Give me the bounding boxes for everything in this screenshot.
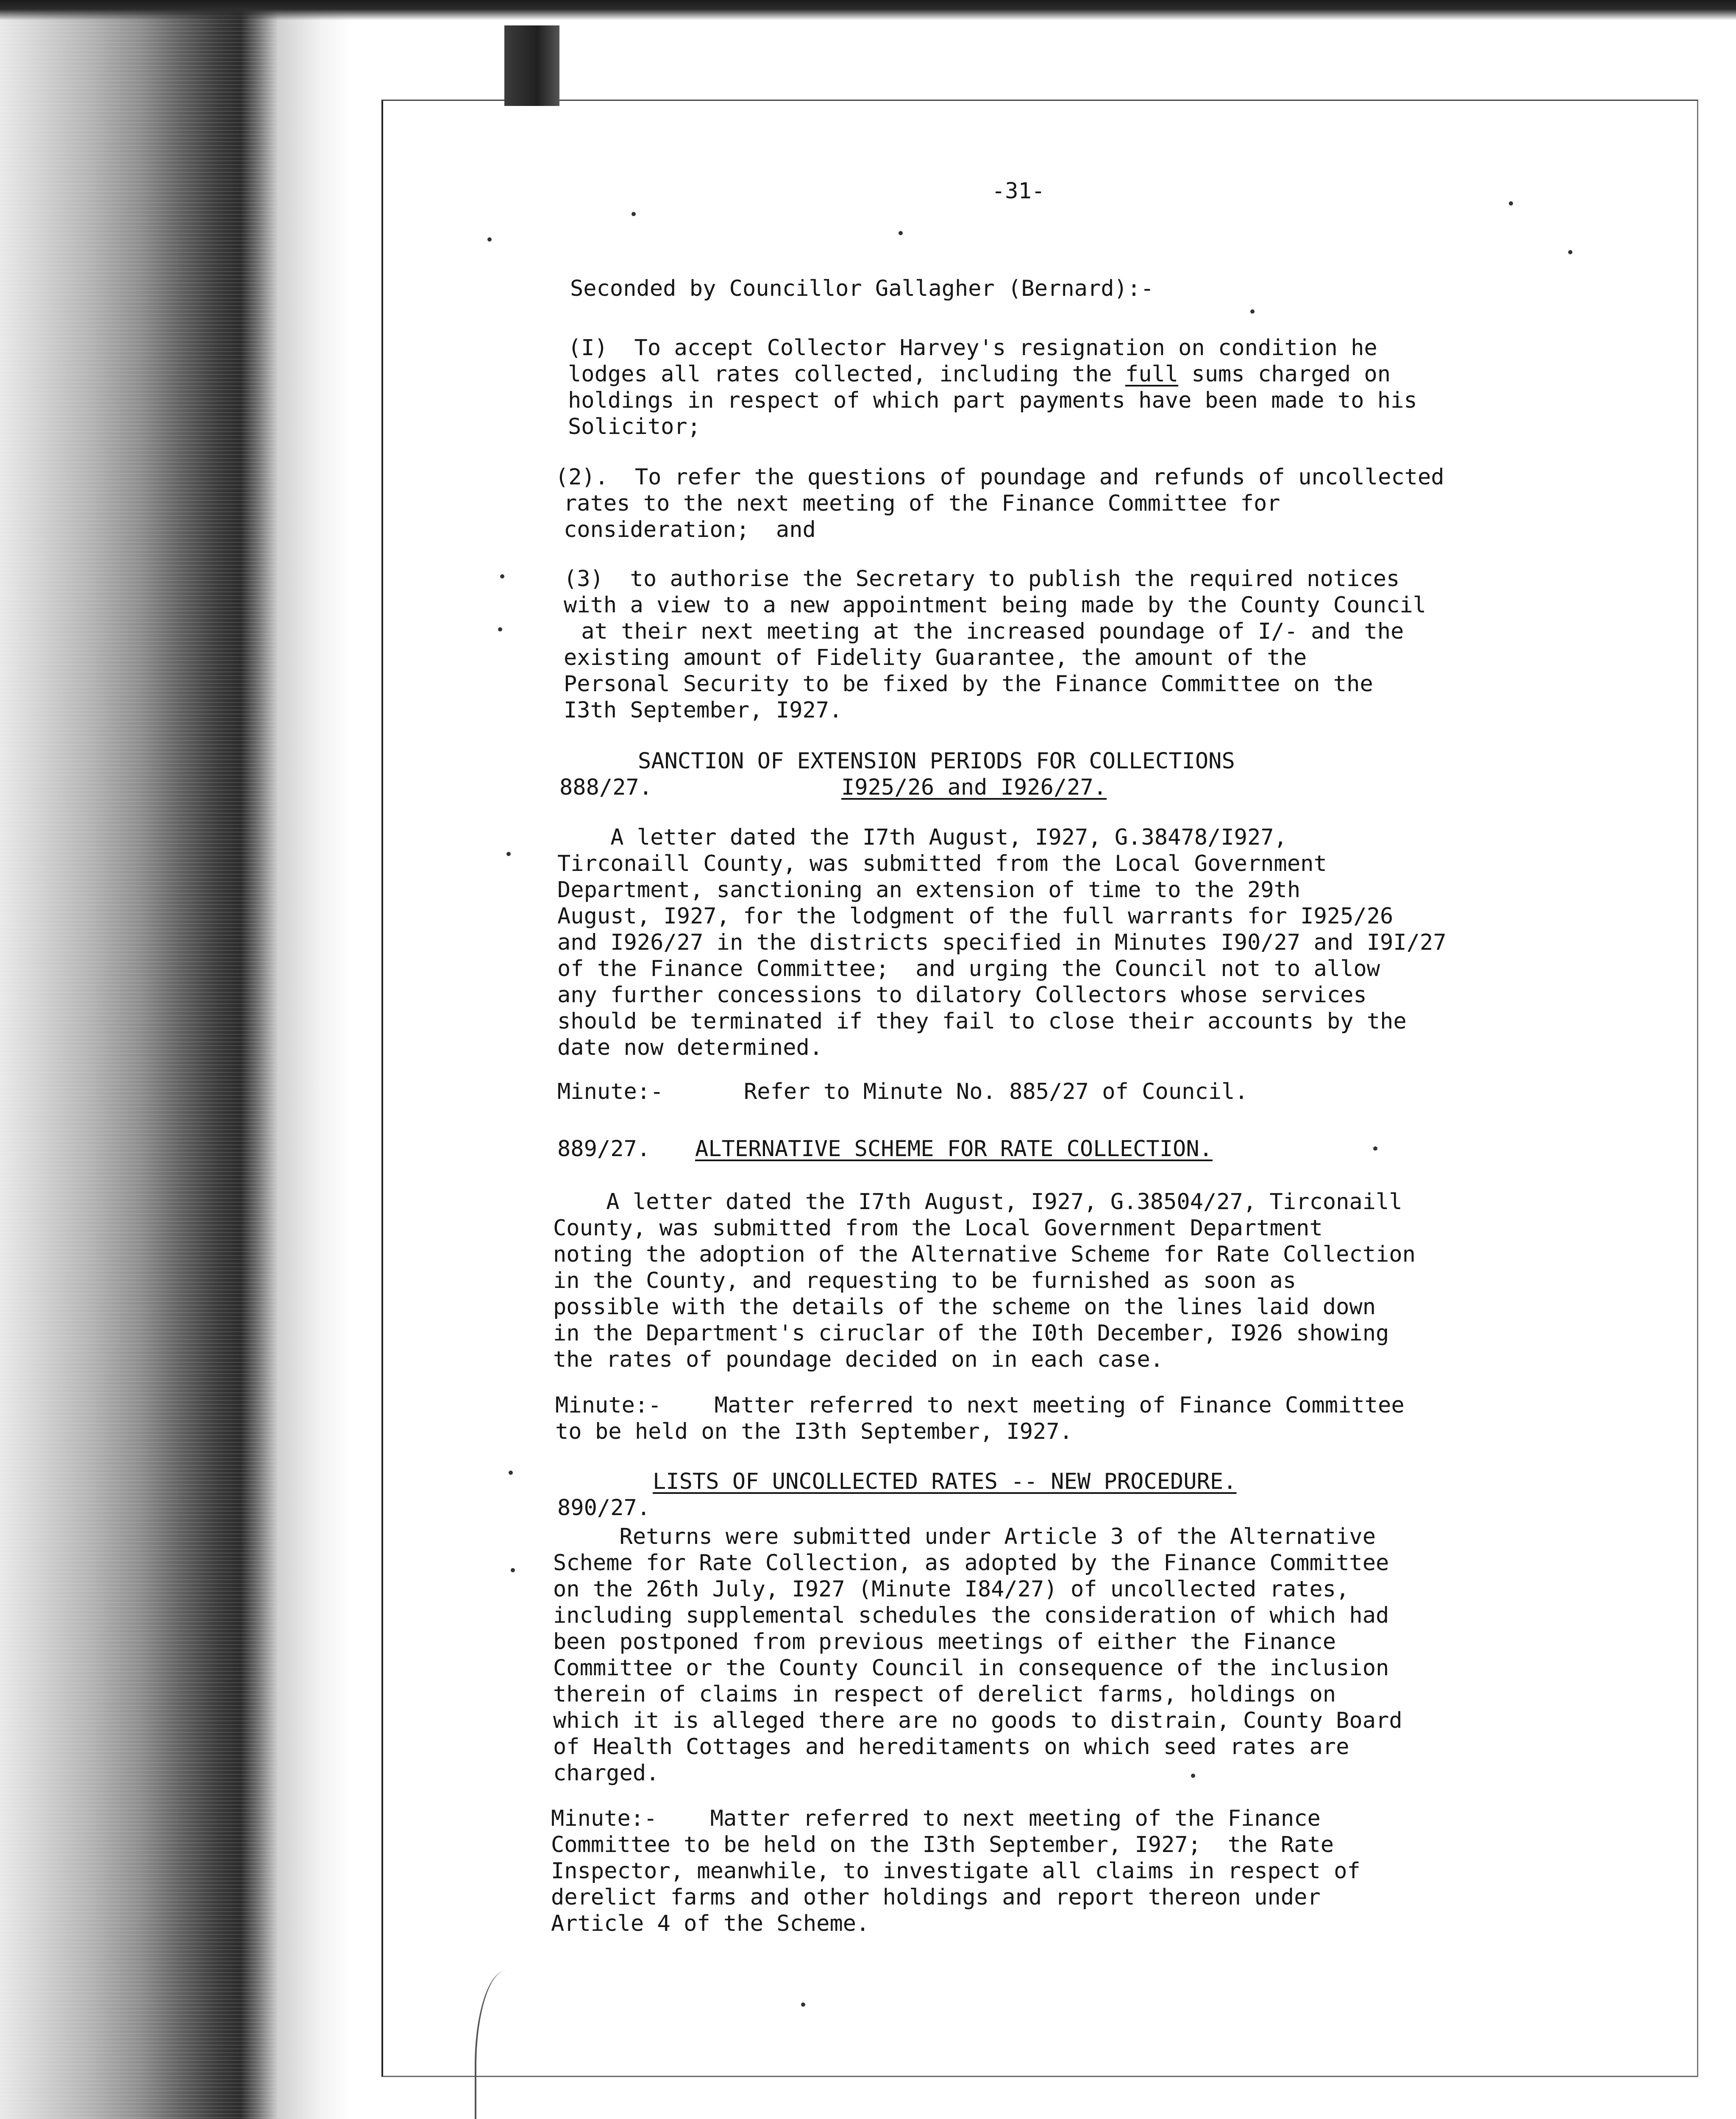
section-888-number: 888/27. <box>559 775 653 800</box>
item-3-line-1: (3) to authorise the Secretary to publish the required notices <box>564 566 1400 592</box>
scan-speck <box>511 1568 515 1572</box>
section-890-body-line-7: therein of claims in respect of derelict farms, holdings on <box>553 1682 1336 1707</box>
item-1-line-1: (I) To accept Collector Harvey's resignation on condition he <box>568 335 1377 361</box>
section-888-heading-line-1: SANCTION OF EXTENSION PERIODS FOR COLLECTIONS <box>638 748 1235 774</box>
seconded-line: Seconded by Councillor Gallagher (Bernard):- <box>570 276 1154 301</box>
book-binding <box>0 0 280 2119</box>
section-890-body-line-9: of Health Cottages and hereditaments on which seed rates are <box>553 1734 1349 1760</box>
binding-notch <box>504 25 559 106</box>
section-888-minute-label: Minute:- <box>557 1079 664 1104</box>
section-890-body-line-1: Returns were submitted under Article 3 of the Alternative <box>553 1524 1376 1549</box>
page-number: -31- <box>992 178 1045 204</box>
section-889-body-line-2: County, was submitted from the Local Government Department <box>553 1215 1323 1241</box>
item-3-line-6: I3th September, I927. <box>564 698 843 723</box>
item-3-line-4: existing amount of Fidelity Guarantee, the amount of the <box>564 645 1307 670</box>
section-889-body-line-4: in the County, and requesting to be furnished as soon as <box>553 1268 1296 1293</box>
scan-speck <box>509 1471 513 1475</box>
scan-speck <box>1373 1146 1377 1151</box>
scan-speck <box>1250 309 1255 314</box>
section-890-heading: LISTS OF UNCOLLECTED RATES -- NEW PROCEDURE. <box>653 1469 1237 1494</box>
item-1-line-2-tail: sums charged on <box>1178 362 1391 387</box>
scan-speck <box>1191 1774 1195 1778</box>
section-888-body-line-4: August, I927, for the lodgment of the full warrants for I925/26 <box>557 904 1394 929</box>
section-888-minute-text: Refer to Minute No. 885/27 of Council. <box>744 1079 1248 1104</box>
section-889-body-line-3: noting the adoption of the Alternative Scheme for Rate Collection <box>553 1242 1416 1267</box>
item-3-line-5: Personal Security to be fixed by the Finance Committee on the <box>564 671 1373 697</box>
scan-speck <box>498 627 502 631</box>
underlined-full: full <box>1125 362 1179 387</box>
section-890-body-line-5: been postponed from previous meetings of either the Finance <box>553 1629 1336 1655</box>
section-890-minute-line-5: Article 4 of the Scheme. <box>551 1911 870 1936</box>
item-1-line-2 <box>568 361 1391 387</box>
section-890-minute-line-3: Inspector, meanwhile, to investigate all claims in respect of <box>551 1858 1360 1884</box>
section-890-body-line-10: charged. <box>553 1760 659 1786</box>
item-2-line-3: consideration; and <box>564 517 816 542</box>
section-889-minute-line-1: Minute:- Matter referred to next meeting of Finance Committee <box>555 1393 1405 1418</box>
section-888-body-line-2: Tirconaill County, was submitted from the Local Government <box>557 851 1327 876</box>
scan-speck <box>632 212 636 216</box>
section-890-minute-line-1: Minute:- Matter referred to next meeting of the Finance <box>551 1806 1321 1831</box>
section-888-heading-line-2: I925/26 and I926/27. <box>841 775 1107 800</box>
scan-speck <box>801 2002 805 2007</box>
section-888-body-line-5: and I926/27 in the districts specified in Minutes I90/27 and I9I/27 <box>557 930 1447 955</box>
section-889-minute-line-2: to be held on the I3th September, I927. <box>555 1419 1073 1444</box>
section-890-body-line-3: on the 26th July, I927 (Minute I84/27) of uncollected rates, <box>553 1577 1349 1602</box>
section-888-body-line-1: A letter dated the I7th August, I927, G.38478/I927, <box>557 825 1287 850</box>
section-889-heading: ALTERNATIVE SCHEME FOR RATE COLLECTION. <box>695 1136 1213 1162</box>
item-1-line-2-text: lodges all rates collected, including the <box>568 362 1125 387</box>
section-889-number: 889/27. <box>557 1136 651 1162</box>
section-889-body-line-6: in the Department's ciruclar of the I0th December, I926 showing <box>553 1321 1389 1346</box>
section-890-body-line-8: which it is alleged there are no goods to distrain, County Board <box>553 1708 1402 1733</box>
scan-speck <box>487 237 492 242</box>
item-1-line-4: Solicitor; <box>568 414 701 439</box>
item-3-line-2: with a view to a new appointment being made by the County Council <box>564 592 1426 618</box>
section-890-body-line-2: Scheme for Rate Collection, as adopted by the Finance Committee <box>553 1550 1389 1576</box>
item-1-line-3: holdings in respect of which part payments have been made to his <box>568 388 1417 413</box>
section-890-number: 890/27. <box>557 1495 651 1521</box>
section-890-minute-line-4: derelict farms and other holdings and report thereon under <box>551 1885 1321 1910</box>
scan-speck <box>1509 201 1513 206</box>
item-3-line-3: at their next meeting at the increased poundage of I/- and the <box>568 619 1404 644</box>
scan-speck <box>899 231 903 235</box>
section-889-body-line-7: the rates of poundage decided on in each case. <box>553 1347 1164 1372</box>
top-edge-shadow <box>0 0 1736 20</box>
section-889-body-line-1: A letter dated the I7th August, I927, G.38504/27, Tirconaill <box>553 1189 1402 1215</box>
section-890-body-line-4: including supplemental schedules the consideration of which had <box>553 1603 1389 1628</box>
section-890-body-line-6: Committee or the County Council in consequence of the inclusion <box>553 1655 1389 1681</box>
scan-speck <box>506 852 511 856</box>
section-890-minute-line-2: Committee to be held on the I3th September, I927; the Rate <box>551 1832 1334 1858</box>
scan-speck <box>500 574 504 578</box>
section-888-body-line-7: any further concessions to dilatory Collectors whose services <box>557 982 1367 1008</box>
section-889-body-line-5: possible with the details of the scheme on the lines laid down <box>553 1294 1376 1320</box>
item-2-line-2: rates to the next meeting of the Finance Committee for <box>564 491 1280 516</box>
section-888-body-line-3: Department, sanctioning an extension of time to the 29th <box>557 877 1301 903</box>
scan-speck <box>1568 250 1572 254</box>
section-888-body-line-9: date now determined. <box>557 1035 823 1060</box>
item-2-line-1: (2). To refer the questions of poundage and refunds of uncollected <box>555 464 1444 490</box>
section-888-body-line-8: should be terminated if they fail to close their accounts by the <box>557 1009 1407 1034</box>
section-888-body-line-6: of the Finance Committee; and urging the Council not to allow <box>557 956 1380 982</box>
page-edge-shadow <box>278 0 384 2119</box>
